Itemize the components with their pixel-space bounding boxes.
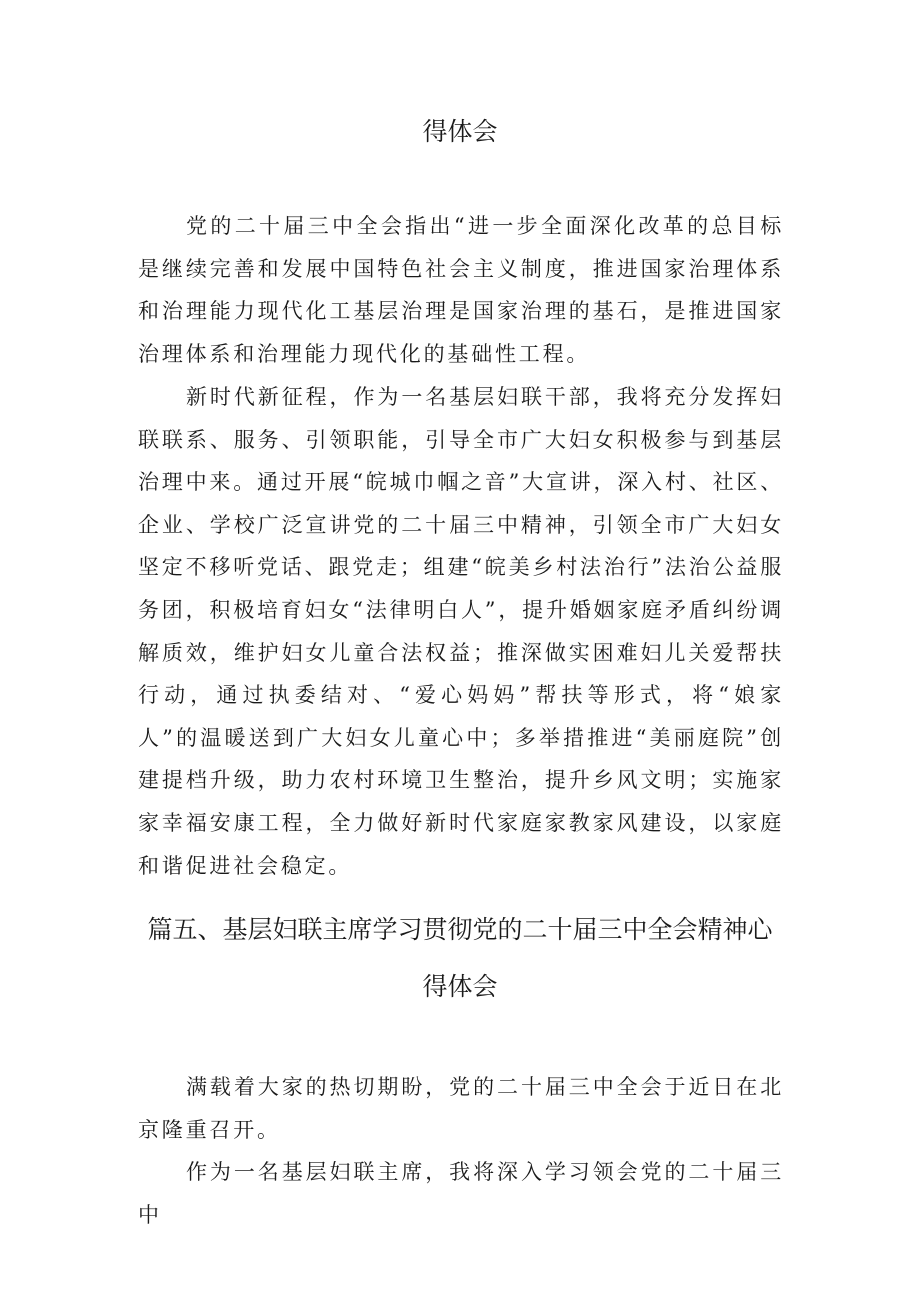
section-five-title-line-1: 篇五、基层妇联主席学习贯彻党的二十届三中全会精神心 xyxy=(147,915,773,944)
section-five-paragraph-1: 满载着大家的热切期盼，党的二十届三中全会于近日在北京隆重召开。 xyxy=(138,1075,784,1142)
section-paragraph-1: 党的二十届三中全会指出“进一步全面深化改革的总目标是继续完善和发展中国特色社会主义制度，推进国家治理体系和治理能力现代化工基层治理是国家治理的基石，是推进国家治理体系和治理能力现代化的基础性工程。 xyxy=(138,214,784,366)
section-five-paragraph-2: 作为一名基层妇联主席，我将深入学习领会党的二十届三中 xyxy=(138,1160,784,1227)
section-title-continuation: 得体会 xyxy=(422,117,498,146)
section-paragraph-2: 新时代新征程，作为一名基层妇联干部，我将充分发挥妇联联系、服务、引领职能，引导全市广大妇女积极参与到基层治理中来。通过开展“皖城巾帼之音”大宣讲，深入村、社区、企业、学校广泛宣讲党的二十届三中精神，引领全市广大妇女坚定不移听党话、跟党走；组建“皖美乡村法治行”法治公益服务团，积极培育妇女“法律明白人”，提升婚姻家庭矛盾纠纷调解质效，维护妇女儿童合法权益；推深做实困难妇儿关爱帮扶行动，通过执委结对、“爱心妈妈”帮扶等形式，将“娘家人”的温暖送到广大妇女儿童心中；多举措推进“美丽庭院”创建提档升级，助力农村环境卫生整治，提升乡风文明；实施家家幸福安康工程，全力做好新时代家庭家教家风建设，以家庭和谐促进社会稳定。 xyxy=(138,385,784,878)
section-five-title-line-2: 得体会 xyxy=(422,972,498,1001)
